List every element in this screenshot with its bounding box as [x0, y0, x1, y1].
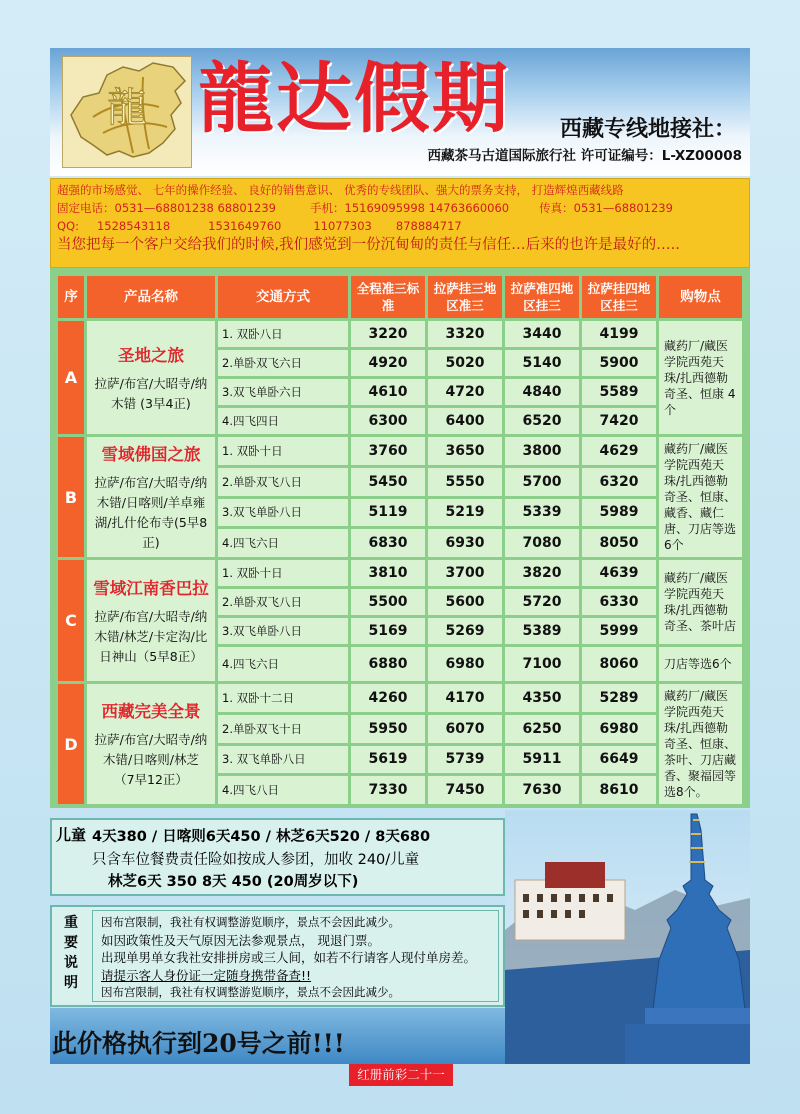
phone-value: 0531—68801238 68801239: [114, 201, 276, 215]
price: 5550: [428, 468, 502, 496]
price-deadline-banner: 此价格执行到20号之前!!!: [52, 1029, 345, 1058]
qq-line: [57, 217, 743, 235]
phone-label: 固定电话：: [57, 201, 115, 215]
price: 6830: [351, 529, 425, 557]
header-col1: 全程准三标准: [351, 276, 425, 318]
mobile-value: 15169095998 14763660060: [344, 201, 510, 215]
transport: 2.单卧双飞六日: [218, 350, 348, 376]
important-notes-box: [50, 905, 505, 1007]
qq-3: 11077303: [313, 219, 372, 233]
transport: 4.四飞八日: [218, 776, 348, 804]
price: 5589: [582, 379, 656, 405]
price: 4840: [505, 379, 579, 405]
price: 6330: [582, 589, 656, 615]
price: 4260: [351, 684, 425, 712]
shopping-points-extra: 刀店等选6个: [659, 647, 742, 681]
price: 5140: [505, 350, 579, 376]
price: 3810: [351, 560, 425, 586]
transport: 1. 双卧十二日: [218, 684, 348, 712]
price: 5739: [428, 746, 502, 774]
price: 6980: [428, 647, 502, 681]
header-col2: 拉萨挂三地区准三: [428, 276, 502, 318]
map-illustration: [63, 57, 191, 167]
transport: 2.单卧双飞八日: [218, 589, 348, 615]
product-desc: 拉萨/布宫/大昭寺/纳木错/日喀则/林芝（7早12正）: [94, 732, 208, 787]
note-line: 出现单男单女我社安排拼房或三人间，如若不行请客人现付单房差。: [101, 950, 477, 965]
product-name: 雪域江南香巴拉: [93, 578, 209, 598]
product-desc: 拉萨/布宫/大昭寺/纳木错/日喀则/羊卓雍湖/扎什伦布寺(5早8正): [94, 475, 208, 550]
price: 6880: [351, 647, 425, 681]
price: 6320: [582, 468, 656, 496]
table-row: [58, 437, 742, 465]
group-c-product: [87, 560, 215, 681]
price: 7330: [351, 776, 425, 804]
kids-line-3: 林芝6天 350 8天 450 (20周岁以下): [108, 874, 359, 890]
group-b-id: B: [58, 437, 84, 557]
transport: 3.双飞单卧六日: [218, 379, 348, 405]
price: 5700: [505, 468, 579, 496]
header-col3: 拉萨准四地区挂三: [505, 276, 579, 318]
transport: 2.单卧双飞十日: [218, 715, 348, 743]
shopping-points: 藏药厂/藏医学院西苑天珠/扎西德勒奇圣、恒康、藏香、藏仁唐、刀店等选6个: [659, 437, 742, 557]
product-desc: 拉萨/布宫/大昭寺/纳木错 (3早4正): [94, 375, 208, 411]
price-table-panel: [50, 268, 750, 808]
transport: 3.双飞单卧八日: [218, 618, 348, 644]
price: 5289: [582, 684, 656, 712]
price: 4350: [505, 684, 579, 712]
price: 3220: [351, 321, 425, 347]
price: 3320: [428, 321, 502, 347]
price: 7420: [582, 408, 656, 434]
price: 7080: [505, 529, 579, 557]
table-row: [58, 684, 742, 712]
price: 5911: [505, 746, 579, 774]
price: 5600: [428, 589, 502, 615]
header-subtitle: 西藏专线地接社：: [559, 116, 736, 142]
price: 4720: [428, 379, 502, 405]
transport: 1. 双卧八日: [218, 321, 348, 347]
price: 8610: [582, 776, 656, 804]
qq-4: 878884717: [395, 219, 462, 233]
shopping-points: 藏药厂/藏医学院西苑天珠/扎西德勒奇圣、茶叶店: [659, 560, 742, 644]
price: 5169: [351, 618, 425, 644]
price: 3800: [505, 437, 579, 465]
table-row: [58, 321, 742, 347]
header-transport: 交通方式: [218, 276, 348, 318]
notes-content: [92, 910, 499, 1002]
price: 7100: [505, 647, 579, 681]
kids-line-1: 4天380 / 日喀则6天450 / 林芝6天520 / 8天680: [92, 829, 431, 845]
price: 6930: [428, 529, 502, 557]
price: 3700: [428, 560, 502, 586]
kids-pricing-box: [50, 818, 505, 896]
transport: 4.四飞六日: [218, 529, 348, 557]
price: 3760: [351, 437, 425, 465]
price: 5450: [351, 468, 425, 496]
group-a-product: [87, 321, 215, 434]
header-col4: 拉萨挂四地区挂三: [582, 276, 656, 318]
price: 4610: [351, 379, 425, 405]
price: 6070: [428, 715, 502, 743]
transport: 4.四飞四日: [218, 408, 348, 434]
price: 5389: [505, 618, 579, 644]
price: 4170: [428, 684, 502, 712]
shopping-points: 藏药厂/藏医学院西苑天珠/扎西德勒奇圣、恒康 4个: [659, 321, 742, 434]
note-line: 因布宫限制，我社有权调整游览顺序，景点不会因此减少。: [101, 915, 400, 929]
kids-label: 儿童: [56, 826, 87, 844]
note-line: 如因政策性及天气原因无法参观景点， 现退门票。: [101, 932, 380, 948]
header-shopping: 购物点: [659, 276, 742, 318]
product-name: 雪域佛国之旅: [101, 445, 201, 464]
price: 5339: [505, 499, 579, 527]
transport: 2.单卧双飞八日: [218, 468, 348, 496]
qq-label: QQ:: [57, 219, 79, 233]
price: 4639: [582, 560, 656, 586]
product-name: 西藏完美全景: [101, 702, 201, 721]
header-product: 产品名称: [87, 276, 215, 318]
price: 7630: [505, 776, 579, 804]
kids-line-2: 只含车位餐费责任险如按成人参团，加收 240/儿童: [92, 852, 420, 868]
price: 5950: [351, 715, 425, 743]
china-map-image: [62, 56, 192, 168]
table-header-row: [58, 276, 742, 318]
price: 3440: [505, 321, 579, 347]
group-d-product: [87, 684, 215, 804]
product-name: 圣地之旅: [118, 345, 184, 365]
shopping-points: 藏药厂/藏医学院西苑天珠/扎西德勒奇圣、恒康、茶叶、刀店藏香、聚福园等选8个。: [659, 684, 742, 804]
table-row: [58, 560, 742, 586]
transport: 1. 双卧十日: [218, 437, 348, 465]
price: 5720: [505, 589, 579, 615]
price: 8060: [582, 647, 656, 681]
notes-label: 重要说明: [64, 915, 78, 991]
price: 4920: [351, 350, 425, 376]
price: 6300: [351, 408, 425, 434]
price: 5900: [582, 350, 656, 376]
note-line: 请提示客人身份证一定随身携带备查!!: [101, 967, 312, 983]
price: 5119: [351, 499, 425, 527]
agency-license: 西藏茶马古道国际旅行社 许可证编号：L-XZ00008: [427, 148, 742, 164]
qq-1: 1528543118: [96, 219, 171, 233]
product-desc: 拉萨/布宫/大昭寺/纳木错/林芝/卡定沟/比日神山（5早8正）: [94, 608, 208, 664]
group-b-product: [87, 437, 215, 557]
price: 6250: [505, 715, 579, 743]
group-a-id: A: [58, 321, 84, 434]
price: 5219: [428, 499, 502, 527]
price: 4199: [582, 321, 656, 347]
header-banner: [50, 48, 750, 176]
price: 5999: [582, 618, 656, 644]
price: 6980: [582, 715, 656, 743]
intro-panel: [50, 178, 750, 268]
price: 5619: [351, 746, 425, 774]
price: 5989: [582, 499, 656, 527]
brand-logo-text: 龍达假期: [198, 54, 510, 143]
price-table: [55, 273, 745, 807]
transport: 3.双飞单卧八日: [218, 499, 348, 527]
transport: 1. 双卧十日: [218, 560, 348, 586]
price: 5269: [428, 618, 502, 644]
mobile-label: 手机：: [310, 201, 345, 215]
contact-line: [57, 199, 743, 217]
potala-stupa-illustration: [505, 810, 750, 1064]
price: 6400: [428, 408, 502, 434]
price: 7450: [428, 776, 502, 804]
intro-tagline: 超强的市场感觉、 七年的操作经验、 良好的销售意识、 优秀的专线团队、强大的票务支持， 打造辉煌西藏线路: [57, 183, 624, 197]
group-d-id: D: [58, 684, 84, 804]
transport: 4.四飞六日: [218, 647, 348, 681]
svg-text:龍: 龍: [107, 85, 147, 131]
fax-value: 0531—68801239: [573, 201, 673, 215]
transport: 3. 双飞单卧八日: [218, 746, 348, 774]
price: 5500: [351, 589, 425, 615]
price: 6649: [582, 746, 656, 774]
qq-2: 1531649760: [208, 219, 282, 233]
group-c-id: C: [58, 560, 84, 681]
price: 4629: [582, 437, 656, 465]
price: 5020: [428, 350, 502, 376]
page-tag: 红册前彩二十一: [349, 1064, 453, 1086]
price: 6520: [505, 408, 579, 434]
intro-slogan: 当您把每一个客户交给我们的时候,我们感觉到一份沉甸甸的责任与信任…后来的也许是最好的…..: [57, 237, 680, 253]
price: 3650: [428, 437, 502, 465]
fax-label: 传真：: [539, 201, 574, 215]
header-seq: 序: [58, 276, 84, 318]
price: 8050: [582, 529, 656, 557]
price: 3820: [505, 560, 579, 586]
note-line: 因布宫限制，我社有权调整游览顺序，景点不会因此减少。: [101, 985, 400, 999]
